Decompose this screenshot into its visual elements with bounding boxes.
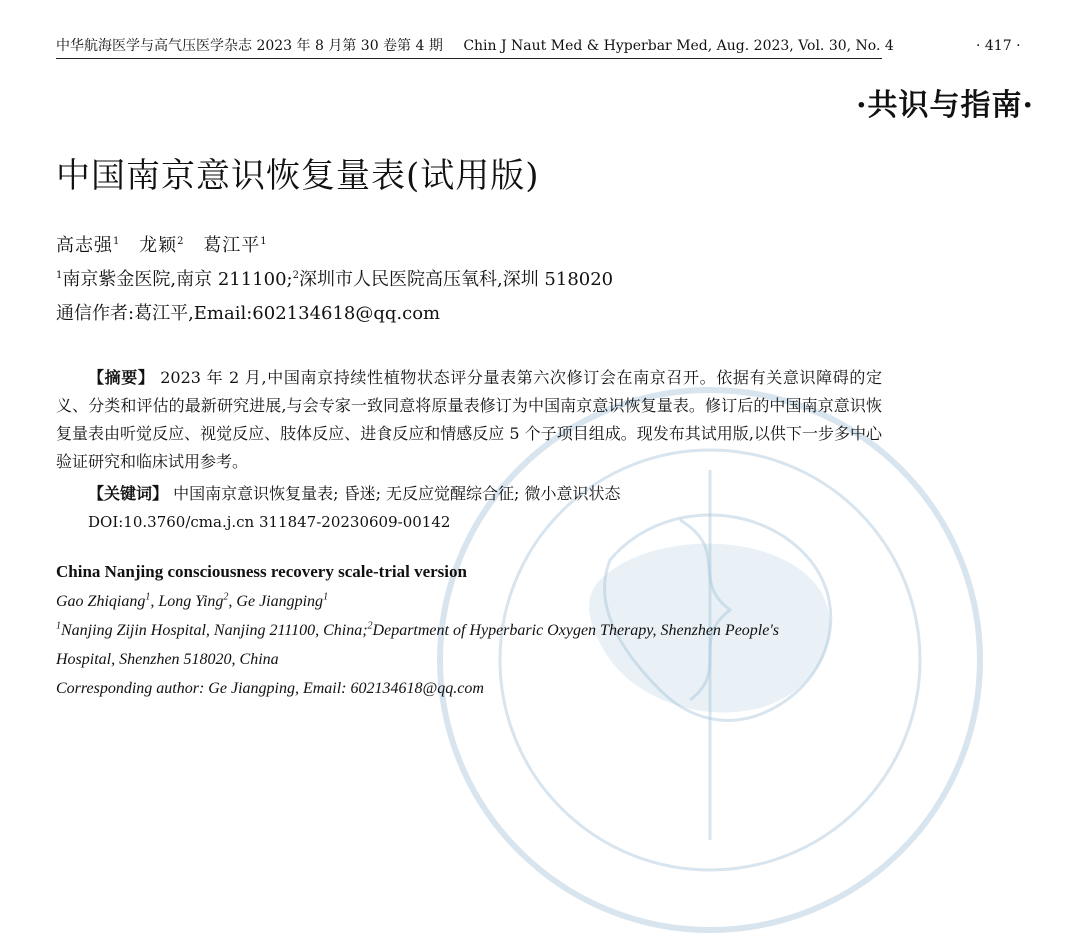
page-number: · 417 · (976, 38, 1021, 54)
english-author-list (56, 588, 328, 616)
english-title: China Nanjing consciousness recovery scale-trial version (56, 562, 467, 581)
keywords-label: 【关键词】 (88, 484, 169, 503)
english-author-affiliation: 1 (145, 591, 151, 603)
journal-name-en: Chin J Naut Med & Hyperbar Med, Aug. 2023, Vol. 30, No. 4 (463, 38, 894, 54)
abstract-text: 2023 年 2 月,中国南京持续性植物状态评分量表第六次修订会在南京召开。依据有关意识障碍的定义、分类和评估的最新研究进展,与会专家一致同意将原量表修订为中国南京意识恢复量表。修订后的中国南京意识恢复量表由听觉反应、视觉反应、肢体反应、进食反应和情感反应 5 个子项目组成。现发布其试用版,以供下一步多中心验证研究和临床试用参考。 (56, 368, 882, 471)
english-author (236, 593, 328, 610)
author (139, 235, 184, 256)
author-separator: , (228, 593, 237, 610)
keywords (88, 480, 621, 508)
article-title: 中国南京意识恢复量表(试用版) (56, 156, 540, 196)
english-author-affiliation: 1 (323, 591, 329, 603)
author (203, 235, 267, 256)
english-author-affiliation: 2 (223, 591, 229, 603)
english-corresponding-author: Corresponding author: Ge Jiangping, Email: 602134618@qq.com (56, 680, 484, 697)
journal-name-cn: 中华航海医学与高气压医学杂志 2023 年 8 月第 30 卷第 4 期 (56, 38, 443, 54)
affiliation-number: 2 (292, 270, 299, 281)
running-header (56, 36, 894, 59)
english-affiliation-2: Department of Hyperbaric Oxygen Therapy, Shenzhen People's (372, 622, 779, 639)
author (56, 235, 120, 256)
author-name: 葛江平 (203, 235, 261, 256)
english-affiliation-1: Nanjing Zijin Hospital, Nanjing 211100, China; (61, 622, 368, 639)
affiliation-number: 1 (56, 270, 63, 281)
abstract-label: 【摘要】 (88, 368, 155, 387)
english-author (56, 593, 158, 610)
english-author-name: Gao Zhiqiang (56, 593, 146, 610)
english-affiliations (56, 617, 779, 645)
author-affiliation-number: 1 (260, 236, 268, 247)
author-separator: , (150, 593, 159, 610)
author-affiliation-number: 2 (177, 236, 185, 247)
english-affiliation-continued: Hospital, Shenzhen 518020, China (56, 651, 279, 668)
affiliation-2: 深圳市人民医院高压氧科,深圳 518020 (298, 269, 614, 290)
affiliation-1: 南京紫金医院,南京 211100; (62, 269, 293, 290)
section-heading: ·共识与指南· (856, 88, 1034, 123)
english-affiliation-number: 1 (56, 620, 61, 632)
english-author (158, 593, 236, 610)
doi: DOI:10.3760/cma.j.cn 311847-20230609-00142 (88, 513, 451, 531)
author-list-cn (56, 232, 280, 260)
english-author-name: Long Ying (158, 593, 224, 610)
english-author-name: Ge Jiangping (236, 593, 324, 610)
corresponding-author-cn: 通信作者:葛江平,Email:602134618@qq.com (56, 303, 441, 324)
affiliations-cn (56, 266, 613, 294)
author-affiliation-number: 1 (113, 236, 121, 247)
keywords-text: 中国南京意识恢复量表; 昏迷; 无反应觉醒综合征; 微小意识状态 (168, 484, 621, 503)
author-name: 龙颖 (139, 235, 178, 256)
author-name: 高志强 (56, 235, 113, 256)
abstract (56, 364, 882, 476)
english-affiliation-number: 2 (367, 620, 373, 632)
